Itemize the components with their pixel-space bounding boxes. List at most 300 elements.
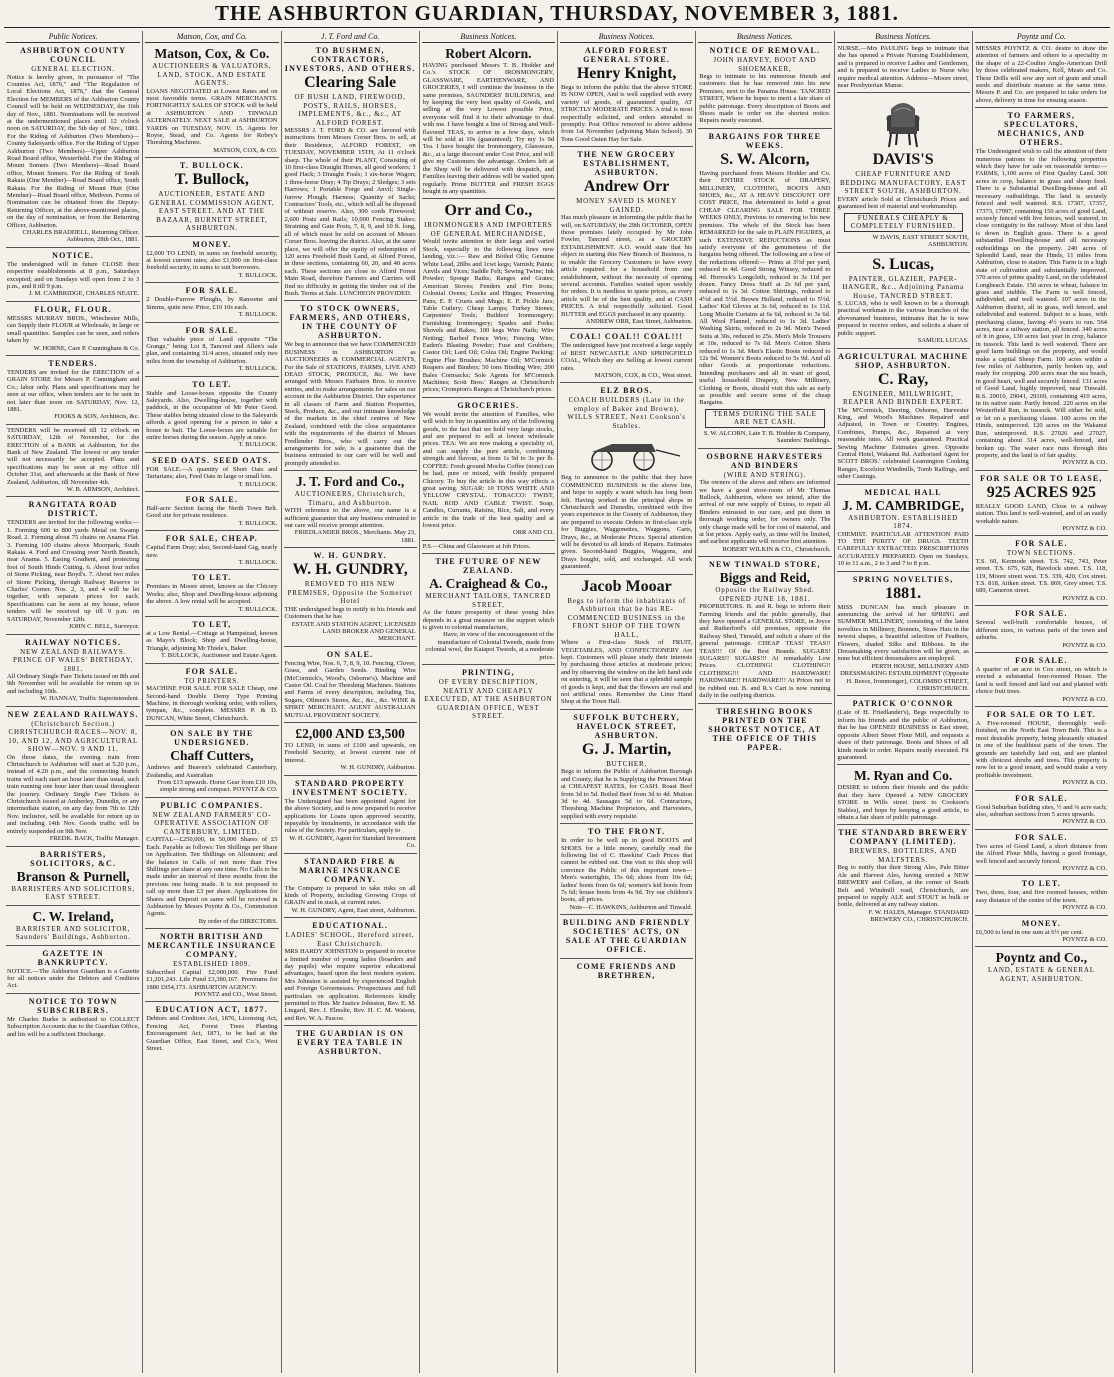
advertisement (6, 497, 140, 634)
ad-signature: POYNTZ & CO. (1062, 904, 1107, 912)
ad-body-text: Two acres of Good Land, a short distance from the Alford Flour Mills, having a good frontage, well fenced and securely fenced. (975, 842, 1107, 865)
ad-heading: COME FRIENDS AND BRETHREN, (576, 962, 677, 981)
ad-signature: W. H. GUNDRY, Ashburton. (340, 764, 416, 772)
ad-signature: W. H. GUNDRY, Agent, East street, Ashburton. (291, 906, 416, 914)
advertisement (145, 929, 278, 1002)
advertisement (560, 43, 693, 147)
ad-body-text: Having purchased from Messrs Hodder and Co. their ENTIRE STOCK of DRAPERY, MILLINERY, CLOTHING, BOOTS AND SHOES, &c., AT A HEAVY DISCOUNT OFF COST PRICE, Has determined to hold a great CHEAP CLEARING SALE FOR THREE WEEKS ONLY, Previous to removing to his new premises. The whole of the Stock has been REMARKED for the sale in PLAIN FIGURES, at such EXTENSIVE REDUCTIONS as must satisfy everyone of the genuineness of the bargains being offered. The following are a few of the reductions offered:— Prints at 3½d per yard, reduced to 4d. Good Strong Winsey, reduced to 4d. Horrock's Longcloth, reduced to 3s 11d per dozen. Fancy Dress Stuff at 2s 6d per yard, reduced to 1s 3d. Cotton Shirtings, reduced to 4½d and 5½d. Brown Holland, reduced to 5½d. Ladies' Kid Gloves at 3s 6d, reduced to 1s 11d. Long Muslin Curtains at 6s 6d, reduced to 3s 6d. All Wool Flannel, reduced to 1s 3d. Ladies' Washing Skirts, reduced to 2s 9d. Men's Tweed Suits at 30s, reduced to 25s. Men's Mole Trousers at 10s, reduced to 7s 6d. Men's Cotton Shirts reduced to 1s 3d. Men's Elastic Boots reduced to 12s 9d. Women's Boots reduced to 5s 9d. And all other Goods at proportionate reductions. Intending purchasers and all in want of good, useful household Drapery, New Millinery, Clothing or Boots, should visit this sale as early as possible and secure some of the cheap Bargains. (699, 169, 831, 407)
advertisement (837, 765, 970, 825)
advertisement (975, 653, 1108, 707)
ad-display-name: Henry Knight, (576, 65, 677, 82)
ad-body-text: NURSE.—Mrs PAULING begs to intimate that she has opened a Private Nursing Establishment, and is prepared to receive Ladies and Gentlemen, and is prepared to receive Ladies to Nurse who require medical attention. Address—Moore street, near Presbyterian Manse. (837, 45, 969, 90)
ad-heading: FOR SALE. (185, 666, 239, 676)
ad-subheading: REMOVED TO HIS NEW PREMISES, Opposite the Somerset Hotel (287, 580, 413, 606)
column-8 (972, 31, 1110, 1373)
ad-signature: W. B. ARMSON, Architect. (66, 486, 140, 493)
advertisement (422, 554, 555, 665)
ad-body-text: The Company is prepared to take risks on all kinds of Property, including Growing Crops of GRAIN and in stack, at current rates. (284, 884, 416, 907)
ad-body-text: 2 Double-Furrow Ploughs, by Ransome and Simms, quite new. Price, £10 10s each. (146, 296, 278, 311)
ad-subheading: LADIES' SCHOOL, Hereford street, East Christchurch. (285, 931, 415, 948)
ad-signature: MATSON, COX, & CO. (213, 146, 278, 154)
ad-heading: MONEY. (192, 239, 232, 249)
ad-heading: T. BULLOCK. (179, 161, 244, 171)
advertisement (560, 915, 693, 959)
ad-heading: FOR SALE. (1015, 539, 1068, 549)
ad-heading: NORTH BRITISH AND MERCANTILE INSURANCE COMPANY. (147, 932, 277, 960)
advertisement (145, 237, 278, 284)
ad-signature: FREDK. BACK, Traffic Manager. (49, 835, 140, 843)
ad-body-text: MRS HARDY JOHNSTON is prepared to receive a limited number of young ladies (boarders and day pupils) who require superior educational advantages, based upon the best modern system. Mrs Johnston is assisted by experienced English and Foreign Governesses. Prospectuses and full particulars on application. References kindly permitted to Hon. Mr Justice Johnston, Rev. E. M. Lingard, Rev. J. Elmslie, Rev. H. C. M. Watson, and Rev. W. A. Pascoe. (284, 948, 416, 1022)
advertisement (975, 606, 1108, 653)
column-5 (557, 31, 695, 1373)
ad-boxed-line: FUNERALS CHEAPLY & COMPLETELY FURNISHED. (844, 213, 963, 232)
ad-display-name: S. Lucas, (872, 255, 935, 273)
ad-heading: NOTICE. (52, 250, 95, 260)
advertisement (145, 492, 278, 531)
ad-heading: TO STOCK OWNERS, FARMERS, AND OTHERS, IN THE COUNTY OF ASHBURTON. (289, 304, 411, 341)
ad-display-name: A. Craighead & Co., (429, 576, 548, 592)
ad-heading: THE FUTURE OF NEW ZEALAND. (435, 557, 542, 576)
ad-signature: T. BULLOCK. (238, 480, 278, 488)
ad-heading: GROCERIES. (457, 400, 520, 410)
advertisement (145, 283, 278, 322)
ad-body-text: That valuable piece of Land opposite "The Grange," being Lot 8, Tancred and Allen's sale plan, and containing 31/4 acres, situated only two miles from the township of Ashburton. (146, 335, 278, 365)
advertisement (698, 557, 831, 703)
ad-body-text: Capital Farm Dray; also, Second-hand Gig, nearly new. (146, 544, 278, 559)
ad-body-text: A quarter of an acre in Cox street, on which is erected a substantial four-roomed House. The land is well fenced and laid out and planted with choice fruit trees. (975, 665, 1107, 696)
ad-body-text: CAPITAL—£250,000, in 50,000 Shares of £5 Each. Payable as follows: Ten Shillings per Share on Application. Ten Shillings on Allotment; and the balance in Calls of not more than Five Shillings per share at any one time. No Calls to be made under an interval of three months from the previous one being made. It is not proposed to call up more than £3 per share. Applications for Shares and Deposit on same will be received in Ashburton by Messrs Poyntz & Co., Commission Agents. (146, 836, 278, 918)
ad-subheading: BUTCHER, (606, 759, 648, 768)
advertisement (284, 918, 417, 1026)
ad-heading: FOR SALE OR TO LET. (986, 709, 1097, 719)
ad-heading: FOR SALE. (1015, 609, 1068, 619)
ad-heading: THE GUARDIAN IS ON EVERY TEA TABLE IN ASHBURTON. (296, 1029, 405, 1057)
ad-body-text: Where a First-class Stock of FRUIT, VEGETABLES, AND CONFECTIONERY Are kept. Customers will please study their interests by purchasing those articles at moderate prices; and by observing the window on the left hand side on entering, it will be seen that a splendid sample of goods is kept, and that the flowers are real and not artificial ones. Remember the Lime Hand Shop at the Town Hall. (561, 639, 693, 706)
advertisement (6, 248, 140, 302)
advertisement (698, 704, 831, 756)
ad-body-text: We beg to announce that we have COMMENCED BUSINESS in ASHBURTON as AUCTIONEERS & COMMERCIAL AGENTS, For the Sale of STATIONS, FARMS, LIVE AND DEAD STOCK, PRODUCE, &c. We have arranged with Messrs Fairbairn Bros. to receive entries, and to make arrangements for sales on our account in the Ashburton District. Our experience in all classes of Farm and Station Properties, Stock, Produce, &c., and our intimate knowledge of the markets in the chief centres of New Zealand, combined with the close acquaintance with the requirements of the district of Messrs Fredlender Bros., who will carry out the arrangements for sale, is a guarantee that the business entrusted to our care will be well and promptly attended to. (284, 341, 416, 467)
ad-subheading: AUCTIONEERS & VALUATORS, LAND, STOCK, AND ESTATE AGENTS. (152, 62, 272, 87)
ad-heading: GAZETTE IN BANKRUPTCY. (37, 948, 109, 967)
ad-signature: T. BULLOCK. (238, 365, 278, 373)
ad-body-text: Begs to inform the public that the above STORE IS NOW OPEN, And is well supplied with every variety of goods, of guaranteed quality, AT STRICTLY MODERATE PRICES. A trial is most respectfully solicited, and orders attended to promptly. Post Office removed to above address from 1st November (adjoining Main School). 30 Tons Good Oaten Hay for Sale. (561, 84, 693, 143)
ad-signature: ANDREW ORR, East Street, Ashburton. (585, 317, 693, 325)
advertisement (145, 158, 278, 237)
ad-display-name: 925 ACRES 925 (986, 483, 1097, 501)
advertisement (145, 617, 278, 664)
ad-display-name: Jacob Mooar (581, 577, 672, 595)
advertisement (837, 696, 970, 765)
ad-heading: OSBORNE HARVESTERS AND BINDERS (706, 451, 824, 470)
ad-heading: RAILWAY NOTICES. (25, 637, 122, 647)
ad-subheading: ESTABLISHED 1809. (173, 960, 251, 969)
advertisement (422, 665, 555, 724)
advertisement (975, 947, 1108, 986)
ad-subheading: NEW ZEALAND FARMERS' CO-OPERATIVE ASSOCIATION OF CANTERBURY, LIMITED. (152, 810, 272, 836)
advertisement (284, 301, 417, 471)
advertisement (6, 946, 140, 994)
advertisement (284, 854, 417, 919)
ad-body-text: MACHINE FOR SALE. FOR SALE Cheap, one Second-hand Double Demy Type Printing Machine, in thorough working order, with rollers, tympan, &c., complete. MESSRS P. & D. DUNCAN, White Street, Christchurch. (146, 685, 278, 722)
ad-body-text: The undersigned have just received a large supply of BEST NEWCASTLE AND SPRINGFIELD COAL, Which they are Selling at lowest current rates. (561, 342, 693, 372)
ad-body-text: LOANS NEGOTIATED at Lowest Rates and on most favorable terms. GRAIN MERCHANTS. FORTNIGHTLY SALES OF STOCK will be held at ASHBURTON AND TINWALD ALTERNATELY. NEXT SALE at ASHBURTON YARDS on TUESDAY, NOV. 15. Agents for Royse, Stead, and Co. Agents for Robey's Threshing Machines. (146, 87, 278, 147)
ad-body-text: MISS DUNCAN has much pleasure in announcing the arrival of her SPRING and SUMMER MILLINERY, consisting of the latest novelties in Millinery, Bonnets, Straw Hats in the newest shapes, a beautiful selection of Feathers, Flowers, shaded Silks and Ribbons. In the Dressmaking every satisfaction will be given, as none but efficient dressmakers are employed. (837, 603, 969, 663)
ad-heading: FOR SALE. (1015, 793, 1068, 803)
ad-heading: BARRISTERS, SOLICITORS, &C. (30, 849, 117, 868)
ad-heading: FOR SALE. (185, 325, 239, 335)
ad-heading: FOR SALE. (185, 495, 239, 504)
advertisement (6, 425, 140, 498)
ad-heading: EDUCATIONAL. (312, 921, 389, 931)
ad-heading: NOTICE TO TOWN SUBSCRIBERS. (28, 996, 118, 1015)
ad-signature: J. M. CAMBRIDGE, CHARLES NEATE. (28, 290, 140, 298)
ad-body-text: THE undersigned begs to notify to his friends and Customers that he has (284, 605, 416, 621)
column-3 (281, 31, 419, 1373)
ad-body-text: MESSRS J. T. FORD & CO. are favored with instructions from Messrs Corser Bros. to sell, at their Residence, ALFORD FOREST, on TUESDAY, NOVEMBER 15TH, At 11 o'clock sharp. The whole of their PLANT, Consisting of 10 first-class Draught Horses, all good workers; 1 good Hack; 3 Draught Foals; 1 six-horse Wagon; 1 three-horse Dray; 4 Tip Drays; 2 Sledges; 3 sets Harrows; 1 Portable Forge and Anvil; Single-furrow Plough; Harness; Quantity of Sacks; Contractors' Tools, etc., which will all be disposed of without reserve. Also, 300 cords Firewood; 2,600 Posts and Rails; 10,000 Fencing Stakes; Straining and Gate Posts, 7, 8, 9, and 10 ft. long, all of which must be sold on account of Messrs Corser Bros. leaving the district. Also, at the same place, we will offer the equity of redemption of 120 acres Freehold Bush Land, at Alford Forest, in three sections, containing 60, 20, and 40 acres each. These sections are close to Alford Forest Main Road, therefore Farmers and Carriers will find no difficulty in getting the timber out of the Bush. Terms at Sale. LUNCHEON PROVIDED. (284, 127, 416, 297)
ad-signature: POYNTZ & CO. (1062, 459, 1107, 467)
ad-heading: FOR SALE. (185, 286, 239, 296)
column-header: Poyntz and Co. (975, 31, 1108, 43)
ad-heading: TO LET, (192, 620, 232, 630)
advertisement (837, 253, 970, 349)
advertisement (145, 1002, 278, 1055)
ad-subheading: AUCTIONEERS, Christchurch, Timaru, and Ashburton. (294, 490, 406, 507)
ad-heading: FLOUR, FLOUR. (34, 304, 112, 314)
ad-body-text: Two, three, four, and five roomed houses, within easy distance of the centre of the town. (975, 889, 1107, 904)
ad-heading: SEED OATS. SEED OATS. (152, 455, 272, 465)
ad-subheading: (WIRE AND STRING). (723, 470, 806, 479)
ad-body-text: All Ordinary Single Fare Tickets issued on 8th and 9th November will be available for return up to and including 10th. (7, 673, 140, 695)
ad-signature: POYNTZ & CO. (1062, 594, 1107, 602)
ad-body-text: (Late of H. Friedlander's), Begs respectfully to inform his friends and the public of Ashburton, that he has OPENED BUSINESS in East street, opposite Albert Street Flour Mill, and requests a share of their patronage. Boots and Shoes of all kinds made to order. Repairs neatly executed. Fit guaranteed. (837, 709, 969, 761)
newspaper-title: THE ASHBURTON GUARDIAN, THURSDAY, NOVEMBER 3, 1881. (215, 1, 899, 25)
ad-body-text: Subscribed Capital £2,000,000. Fire Fund £1,201,243. Life Fund £3,380,167. Premiums for 1880 £954,173. ASHBURTON AGENCY: (146, 968, 278, 991)
ad-heading: BUILDING AND FRIENDLY SOCIETIES' ACTS, ON SALE AT THE GUARDIAN OFFICE. (562, 918, 691, 955)
advertisement (145, 377, 278, 453)
ad-heading: FOR SALE, CHEAP. (165, 534, 258, 544)
ad-signature: T. BULLOCK. (238, 605, 278, 613)
ad-display-name: J. M. CAMBRIDGE, (842, 497, 965, 513)
ad-heading: MONEY. (1021, 918, 1061, 928)
ad-subheading: BARRISTER AND SOLICITOR, Saunders' Buildings, Ashburton. (15, 924, 131, 941)
advertisement (6, 302, 140, 356)
ad-signature: JOHN C. BELL, Surveyor. (68, 623, 140, 631)
advertisement (837, 825, 970, 926)
advertisement (837, 349, 970, 485)
ad-body-text: HAVING purchased Messrs T. B. Hodder and Co.'s STOCK OF IRONMONGERY, GLASSWARE, EARTHENWARE, AND GROCERIES, I will continue the business in the same premises, SAUNDERS' BUILDINGS, and by keeping the very best quality of Goods, and selling at the very Lowest possible Price, everyone will find it to their advantage to deal with me. I have bought a line of Strong and Well-flavored TEAS, to arrive in a few days, which will be sold at 10s (guaranteed). Try my 1s 9d Tea. I have bought the Ironmongery, Glassware, &c., at a large discount under Cost Price, and will give my Customers the advantage. Orders left at the Shop will be delivered with despatch, and Families leaving their address will be waited upon regularly. Prime BUTTER and FRESH EGGS bought in any quantities. (422, 62, 554, 195)
ad-subheading: OF BUSH LAND, FIREWOOD, POSTS, RAILS, HORSES, IMPLEMENTS, &c., &c., AT ALFORD FOREST. (294, 93, 406, 127)
ad-signature: POYNTZ and CO., West Street. (194, 990, 278, 998)
ad-heading: FOR SALE OR TO LEASE, (980, 473, 1103, 483)
ad-display-name: Andrew Orr (583, 178, 670, 196)
ad-heading: AGRICULTURAL MACHINE SHOP, ASHBURTON. (838, 351, 969, 370)
ad-body-text: The Undersigned has been appointed Agent for the above Society, and is now prepared to receive applications for Loans upon approved security, repayable by instalments, in accordance with the rules of the Society. For particulars, apply to (284, 797, 416, 835)
ad-body-text: CHEMIST. PARTICULAR ATTENTION PAID TO THE PURITY OF DRUGS. TEETH CAREFULLY EXTRACTED. PRESCRIPTIONS ACCURATELY PREPARED. Open on Sundays, 10 to 11 a.m., 2 to 3 and 7 to 8 p.m. (837, 530, 969, 568)
ad-body-text: REALLY GOOD LAND, Close to a railway station. This land is well-watered, and of an easily workable nature. (975, 502, 1107, 525)
ad-body-text: Fencing Wire, Nos. 6, 7, 8, 9, 10. Fencing, Clover, Grass, and Garden Seeds. Binding Wire (McCormick's, Wood's, Osborne's). Machine and Castor Oil. Coal for Threshing Machines. Stations and Farms of every description, including Tea, Sugars, Oilmen's Stores, &c., &c., &c. WINE & SPIRIT MERCHANT. AGENT AUSTRALIAN MUTUAL PROVIDENT SOCIETY. (284, 659, 416, 719)
ad-heading: THE STANDARD BREWERY COMPANY (LIMITED). (838, 828, 969, 847)
ad-subheading: MONEY SAVED IS MONEY GAINED. (576, 197, 678, 214)
ad-body-text: Begs to inform the Public of Ashburton Borough and County, that he is Supplying the Primest Meat at CHEAPEST RATES, for CASH. Roast Beef from 3d to 5d. Boiled Beef from 3d to 4d. Mutton 3d to 4d. Sausages 5d to 6d. Contractors, Threshing Machine Proprietors, and Harvesters, supplied with every requisite. (561, 768, 693, 820)
ad-signature: ROBERT WILKIN & CO., Christchurch. (722, 545, 831, 553)
ad-body-text: Would invite attention to their large and varied Stock, especially to the following lines now landing, viz.:— Raw and Boiled Oils; Genuine White Lead, 28lbs and 1cwt kegs; Varnish; Paints; Anvils and Vices; Saddle Felt; Sewing Twine; Ink Powder; Sponge Baths; Ranges and Grates; American Stoves; Fenders and Fire Irons; Colonial Ovens; Locks and Hinges; Preserving Pans; E. P. Cruets and Mugs; E. P. Pickle Jars; Table Cutlery; Cheap Lamps; Turkey Stones; Carpenters' Tools; Builders' Ironmongery; Furnishing Ironmongery; Spades and Forks; Shovels and Rakes; 100 kegs Wire Nails; Wire Netting; Barbed Fence Wire; Fencing Wire; Eaden's Blasting Powder; Fuse and Grubbers; Castor Oil; Lard Oil; Colza Oil; Engine Packing; Engine Flue Brushes; Machine Oil; M'Cormick Reapers and Binders; 50 tons Binding Wire; 200 Bales Cornsacks; Sole Agents for M'Cormick Machines; Scott Bros.' Ranges at Christchurch prices; Crompton's Ranges at Christchurch prices. (422, 238, 554, 394)
ad-signature: Note—C. HAWKINS, Ashburton and Tinwald. (569, 903, 693, 911)
ad-heading: FOR SALE. (1015, 655, 1068, 665)
ad-subheading: AUCTIONEER, ESTATE AND GENERAL COMMISSION AGENT, EAST STREET, AND AT THE BAZAAR, BURNETT STREET, ASHBURTON. (149, 190, 275, 233)
ad-display-name: Robert Alcorn. (445, 46, 532, 61)
advertisement (560, 710, 693, 824)
ad-body-text: FOR SALE.—A quantity of Short Oats and Tartarians; also, Feed Oats in large or small lots. (146, 465, 278, 481)
ad-subheading: GENERAL ELECTION. (31, 65, 115, 73)
ad-signature: POYNTZ & CO. (1062, 641, 1107, 649)
ad-body-text: A Five-roomed HOUSE, thoroughly well-finished, on the North East Town Belt. This is a most desirable property, being pleasantly situated in one of the healthiest parts of the town. The grounds are tastefully laid out, and are planted with choicest shrubs and trees. This property is now let to a good tenant, and would make a very profitable investment. (975, 719, 1107, 779)
buggy-engraving-icon (572, 432, 682, 472)
ad-display-name: DAVIS'S (872, 151, 934, 169)
ad-body-text: Half-acre Section facing the North Town Belt. Good site for private residence. (146, 505, 278, 520)
advertisement (145, 570, 278, 617)
ad-display-name: C. Ray, (878, 370, 929, 388)
ad-heading: ELZ BROS. (600, 386, 653, 396)
ad-signature: T. BULLOCK. (238, 519, 278, 527)
advertisement (145, 531, 278, 570)
ad-body-text: S. LUCAS, who is well known to be a thorough practical workman in the various branches of the abovenamed business, intimates that he is now prepared to receive orders, and solicits a share of public support. (837, 300, 969, 337)
advertisement (422, 43, 555, 199)
ad-heading: TO BUSHMEN, CONTRACTORS, INVESTORS, AND OTHERS. (284, 46, 416, 73)
ad-body-text: P.S.—China and Glassware at Job Prices. (422, 542, 531, 550)
advertisement (837, 93, 970, 252)
ad-body-text: Andrews and Beaven's celebrated Canterbury, Zealandia, and Australian (146, 764, 278, 779)
ad-body-text: Beg to notify that their Strong Ales, Pale Bitter Ale and Harvest Ales, having erected a NEW BREWERY and Cellars, at the corner of South Belt and Windmill road, Christchurch, are prepared to supply ALE and STOUT in bulk or bottle, delivered at any railway station. (837, 864, 969, 909)
column-header: Business Notices. (837, 31, 970, 43)
ad-body-text: The Undersigned wish to call the attention of their numerous patrons to the following properties which they have for sale on reasonable terms:— FARMS, 1,100 acres of First Quality Land. 300 acres in crop, balance in grass and sheep feed. There is a Substantial Dwelling-house and all necessary outbuildings. The land is securely fenced and well watered. R.S. 17307, 17357, 17373, 17997, containing 150 acres of good Land, securely fenced with live fences, well watered, in close contiguity to the railway. Most of this land is down in English grass. There is a good substantial Dwelling-house and all necessary outbuildings on the property. 240 acres of Splendid Land, near the Hinds, 11 miles from Ashburton, close to station. This Farm is in a high state of cultivation and substantially improved. 370 acres of prime quality Land, on the celebrated Longbeach Estate. 150 acres in wheat, balance in grass and stubble. The Farm is well fenced, subdivided, and well watered. 107 acres in the Ashburton district, all in grass, well fenced, and subdivided and watered. Subject to a lease, with purchasing clause, having 4½ years to run. 564 acres, near a railway station, all fenced. 340 acres of it in grass, 130 acres last year in crop, balance in tussock. This land is well watered. There are good farm buildings on the property, and would make a capital Sheep Farm. 100 acres within a few miles of Ashburton, partly broken up, and ready for cropping. 200 acres near the sea beach, in good heart, well and securely fenced. 131 acres of Good Land, highly improved, near Tinwald. R.S. 29010, 29041, 29169, containing 410 acres, in its native state. Partly fenced. 220 acres on the Westerfield Run, in tussock. Will either be sold, or let on a purchasing clause. 100 acres on the Hinds, unimproved. 120 acres on the Wakanui Run, unimproved. R.S. 27026 and 27027, containing about 314 acres, well-fenced, and broken up. The water race runs through this property, and the land is of fair quality. (975, 148, 1107, 459)
ad-body-text: Beg to announce to the public that they have COMMENCED BUSINESS in the above line, and hope to supply a want which has long been felt. Having worked in the principal shops in Christchurch and Dunedin, combined with five years experience in the County of Ashburton, they are prepared to execute Orders in first-class style for Buggies, Waggonettes, Waggons, Carts, Drays, &c., at Moderate Prices. Special attention will be devoted to all kinds of Repairs. Estimates given. Second-hand Buggies, Waggons, and Drays bought, sold, and exchanged. All work guaranteed. (561, 474, 693, 571)
ad-subheading: PAINTER, GLAZIER, PAPER-HANGER, &c., Adjoining Panama House, TANCRED STREET. (842, 274, 964, 300)
column-header: Business Notices. (698, 31, 831, 43)
ad-heading: SPRING NOVELTIES, (852, 574, 954, 584)
ad-subheading: CHEAP FURNITURE AND BEDDING MANUFACTORY, EAST STREET SOUTH, ASHBURTON. (839, 170, 967, 196)
advertisement (284, 723, 417, 776)
advertisement (422, 199, 555, 398)
ad-display-name: £2,000 AND £3,500 (295, 726, 405, 742)
ad-heading: ASHBURTON COUNTY COUNCIL (20, 46, 127, 64)
ad-body-text: Premises in Moore street, known as the Chicory Works; also, Shop and Dwelling-house adjoining the above. A low rental will be accepted. (146, 583, 278, 606)
ad-signature: ESTATE AND STATION AGENT, LICENSED LAND BROKER AND GENERAL MERCHANT. (291, 620, 416, 643)
column-4 (419, 31, 557, 1373)
ad-body-text: TENDERS are invited for the following works:— 1. Forming 600 to 800 yards Metal on Swamp Road. 2. Forming about 75 chains on Anama Flat. 3. Forming 100 chains above Moorpark, South Rakaia. 4. Ford and Crossing over North Branch, near Anama. 5. Easing Gradient, and protecting foot of South Hinds Cutting. 6. About four miles of Stone Picking, near Boyd's. 7. About two miles of Stone Picking, through Railway Reserve to Charles' Corner. Nos. 2, 3, and 4 will be let together, with separate prices for each. Specifications can be seen at my house, where tenders will be received up till 9 p.m. on SATURDAY, November 12th. (7, 519, 140, 623)
advertisement (284, 776, 417, 854)
ad-body-text: £2,000 TO LEND, in sums on freehold security, at lowest current rates; also £1,000 on first-class freehold security, in sums to suit borrowers. (146, 249, 278, 272)
ad-subheading: ASHBURTON. ESTABLISHED 1874. (848, 513, 959, 531)
advertisement (975, 43, 1108, 108)
advertisement (145, 726, 278, 798)
ad-signature: W. HORNE, Care P. Cunningham & Co. (33, 344, 140, 352)
ad-display-name: Branson & Purnell, (16, 868, 130, 884)
advertisement (6, 635, 140, 707)
column-2 (142, 31, 280, 1373)
advertisement (422, 398, 555, 541)
advertisement (837, 572, 970, 697)
ad-signature: T. BULLOCK. (238, 441, 278, 449)
advertisement (284, 1026, 417, 1060)
ad-body-text: MESSRS POYNTZ & CO. desire to draw the attention of farmers and others to a speciality in the shape of a 22-Coulter Anglo-American Drill by those celebrated makers, Kell, Meats and Co. These Drills will sow any sort of grain and small seeds and distribute manure at the same time. Messrs P. and Co. are prepared to take orders for above, delivery in time for ensuing season. (975, 45, 1107, 104)
ad-display-name: S. W. Alcorn, (720, 150, 810, 168)
column-1 (4, 31, 142, 1373)
advertisement (145, 798, 278, 929)
advertisement (560, 824, 693, 915)
ad-heading: ALFORD FOREST GENERAL STORE. (583, 46, 671, 64)
ad-heading: W. H. GUNDRY. (313, 551, 387, 561)
ad-body-text: Several well-built comfortable houses, of different sizes, in various parts of the town and suburbs. (975, 619, 1107, 642)
ad-signature: Have, in view of the encouragement of the manufacture of Colonial Tweeds, made from colonial wool, the Kaiapoi Tweeds, at a moderate price. (425, 631, 554, 661)
column-header: Public Notices. (6, 31, 140, 43)
ad-subheading: LAND, ESTATE & GENERAL AGENT, ASHBURTON. (987, 966, 1095, 983)
advertisement (6, 994, 140, 1041)
ad-subheading: Begs to inform the inhabitants of Ashburton that he has RE-COMMENCED BUSINESS in the FRONT SHOP OF THE TOWN HALL, (567, 596, 686, 639)
ad-signature: POYNTZ & CO. (1062, 936, 1107, 944)
ad-body-text: The owners of the above and others are informed we have a good store-room of Mr Thomas Bullock, Ashburton, where we intend, after the arrival of our new supply of Extras, to repair all Binders entrusted to our care, and put them in thorough working order, for owners only. The only charge made will be for cost of material, and at list prices. Apply early, as time will be limited, and earliest applicants will receive first attention. (699, 479, 831, 546)
ad-display-name: Poyntz and Co., (995, 950, 1088, 966)
ad-body-text: The M'Cormick, Deering, Osborne, Harvester King, and Wood's Machines Repaired and Adjusted, in Town or Country. Engines, Combines, Pumps, &c., Repaired at very reasonable rates. All work guaranteed. Practical Sewing Machine Estimates given. Opposite Central Hotel, Wakanui Rd. Authorised Agent for SCOTT BROS.' celebrated Leamington Cooking Ranges, Excelsior Windmills, Tomb Railings, and other Castings. (837, 406, 969, 481)
ad-heading: THE NEW GROCERY ESTABLISHMENT, ASHBURTON. (577, 150, 676, 178)
ad-body-text: The undersigned will in future CLOSE their respective establishments at 8 p.m., Saturdays excepted; and on Sundays will open from 2 to 3 p.m., and 8 till 9 p.m. (7, 260, 140, 291)
advertisement (837, 485, 970, 572)
ad-signature: T. BULLOCK. (238, 311, 278, 319)
column-header: J. T. Ford and Co. (284, 31, 417, 43)
advertisement (698, 129, 831, 449)
ad-heading: TO LET. (192, 573, 232, 583)
ad-heading: NEW TINWALD STORE, (709, 560, 821, 570)
advertisement (975, 536, 1108, 606)
ad-display-name: M. Ryan and Co. (854, 768, 953, 784)
advertisement (284, 471, 417, 548)
ad-signature: PERTH HOUSE, MILLINERY AND DRESSMAKING ESTABLISHMENT (Opposite H. Reece, Ironmonger), COLOMBO STREET, CHRISTCHURCH. (840, 662, 969, 693)
advertisement (975, 108, 1108, 470)
ad-signature: T. BULLOCK. (238, 559, 278, 567)
advertisement (422, 541, 555, 554)
ad-heading: FOR SALE. (1015, 832, 1068, 842)
ad-body-text: On those dates, the evening train from Christchurch to Ashburton will start at 5.20 p.m., instead of 4.20 p.m., and the connecting branch trains will each start an hour later than usual, such train running one hour later than usual throughout the journey. Ordinary Single Fare Tickets to Christchurch issued at Amberley, Dunedin, or any intermediate station, on any day from 7th to 12th Nov. inclusive, will be available for return up to and including 14th Nov. Goods traffic will be entirely suspended on 9th Nov. (7, 753, 140, 835)
column-header: Business Notices. (422, 31, 555, 43)
advertisement (560, 329, 693, 383)
advertisement (560, 147, 693, 329)
ad-heading: COAL! COAL!! COAL!!! (569, 332, 684, 342)
ad-body-text: Notice is hereby given, in pursuance of "The Counties Act, 1876," and "The Regulation of Local Elections Act, 1876," that the General Election for MEMBERS of the Ashburton County Council will be held on WEDNESDAY, the 16th day of Nov., 1881. Nominations will be received at the undermentioned places until 12 o'clock noon on SATURDAY, the 5th day of Nov., 1881. For the Riding of Ashburton (Two Members)—County Salesyards office. For the Riding of Upper Ashburton (Two Members)—Upper Ashburton Road Board office, Westerfield. For the Riding of Mount Somers (Two Members)—Road Board office, Mount Somers. For the Riding of South Rakaia (One Member)—Road Board office, South Rakaia. For the Riding of Mount Hutt (One Member)—Road Board office, Methven. Forms of Nomination can be obtained from the Deputy-Returning Officer, at the above-mentioned places, on the day of nomination, or from the Returning Officer, Ashburton. (7, 73, 140, 229)
ad-body-text: Begs to intimate to his numerous friends and customers that he has removed into his new Premises, next to the Panama House. TANCRED STREET, Where he hopes to merit a fair share of public patronage. Every description of Boots and Shoes made to order on the shortest notice. Repairs neatly executed. (699, 73, 831, 125)
ad-body-text: £6,500 to lend in one sum at 6½ per cent. (975, 928, 1084, 936)
ad-subheading: BARRISTERS AND SOLICITORS, EAST STREET. (11, 884, 135, 901)
ad-heading: PUBLIC COMPANIES. (160, 800, 264, 810)
ad-signature: T. BULLOCK. (238, 271, 278, 279)
ad-body-text: NOTICE.—The Ashburton Guardian is a Gazette for all notices under the Debtors and Creditors Act. (7, 967, 140, 990)
ad-heading: ON SALE. (326, 649, 374, 659)
advertisement (6, 707, 140, 847)
ad-signature: F. W. HALES, Manager. STANDARD BREWERY CO., CHRISTCHURCH. (868, 908, 969, 924)
ad-subheading: COACH BUILDERS (Late in the employ of Baker and Brown), WILLS STREET, Next Cookson's Stables. (567, 396, 686, 430)
ad-signature: S. W. ALCORN, Late T. B. Hodder & Company, Saunders' Buildings. (703, 429, 831, 445)
advertisement (145, 453, 278, 492)
ad-display-name: G. J. Martin, (581, 740, 672, 758)
ad-body-text: TENDERS will be received till 12 o'clock on SATURDAY, 12th of November, for the ERECTION of a BANK at Ashburton, for the Bank of New Zealand. The lowest or any tender will not necessarily be accepted. Plans and specifications may be seen at my office till October 31st, and afterwards at the Bank of New Zealand, Ashburton, till November 4th. (7, 426, 140, 486)
advertisement (6, 356, 140, 425)
advertisement (560, 383, 693, 574)
ad-subheading: JOHN HARVEY, BOOT AND SHOEMAKER, (713, 56, 817, 73)
advertisement (6, 43, 140, 248)
ad-signature: FRIEDLANDER BROS., Merchants. May 23, 1881. (294, 529, 416, 544)
ad-heading: THRESHING BOOKS PRINTED ON THE SHORTEST NOTICE, AT THE OFFICE OF THIS PAPER. (708, 706, 822, 752)
ad-heading: ON SALE BY THE UNDERSIGNED. (170, 729, 254, 748)
ad-signature: ORR AND CO. (513, 529, 554, 537)
ad-subheading: TOWN SECTIONS. (1006, 549, 1076, 558)
advertisement (975, 471, 1108, 537)
ad-heading: EDUCATION ACT, 1877. (155, 1005, 268, 1015)
ad-signature: POYNTZ & CO. (1062, 818, 1107, 826)
ad-heading: NEW ZEALAND RAILWAYS. (7, 709, 139, 719)
ad-body-text: We would invite the attention of Families, who will wish to buy in quantities any of the following goods, to the fact that we hold very large stocks, and are prepared to sell at lowest wholesale prices. TEA: We are now making a speciality of, and can supply the pure article, combining strength and flavour, at from 1s 9d to 3s per lb. COFFEE: Fresh ground Mocha Coffee (none) can be had, pure or mixed, with freshly prepared Chicory. To buy the article in this way effects a great saving. SUGAR: 10 TONS WHITE AND YELLOW CRYSTAL. TOBACCO: TWIST, NAIL ROD AND CABLE TWIST. Soap, Candles, Currants, Raisins, Rice, Salt, and every article in the trade of the best quality and at lowest price. (422, 410, 554, 529)
ad-body-text: TO LEND, in sums of £100 and upwards, on Freehold Security, at lowest current rate of interest. (284, 742, 416, 764)
ad-subheading: Opposite the Railway Shed. OPENED JUNE 18, 1881. (715, 586, 815, 603)
ad-body-text: As the future prosperity of these young Isles depends in a great measure on the support which is given to colonial manufacture, (422, 609, 554, 631)
advertisement (698, 449, 831, 558)
ad-body-text: Has much pleasure in informing the public that he will, on SATURDAY, the 29th OCTOBER, OPEN those premises lately occupied by Mr John Fowler, Tancred street, as a GROCERY ESTABLISHMENT. A.O. would state that his object in starting this New Branch of Business, is to enable the Grocery Customers to have every article required for a household from one establishment, without the necessity of opening several accounts. Families waited upon weekly for orders. It is needless to quote prices, as every article will be of the best quality, and at CASH PRICES. A trial respectfully solicited. Good BUTTER and EGGS purchased in any quantity. (561, 214, 693, 318)
ad-heading: PRINTING, (461, 668, 515, 677)
ad-heading: BARGAINS FOR THREE WEEKS. (708, 131, 822, 150)
ad-body-text: Mr Charles Burke is authorised to COLLECT Subscription Accounts due to the Guardian Office, and his will be a sufficient Discharge. (7, 1015, 140, 1038)
advertisement (145, 43, 278, 158)
ad-heading: STANDARD FIRE & MARINE INSURANCE COMPANY. (299, 856, 402, 884)
ad-signature: T. BULLOCK, Auctioneer and Estate Agent. (161, 652, 278, 660)
ad-signature: MATSON, COX, & CO., West street. (594, 371, 693, 379)
advertisement (284, 43, 417, 301)
ad-signature: W. H. GUNDRY, Agent for Standard Investment Co. (289, 834, 416, 850)
advertisement (560, 959, 693, 984)
ad-body-text: MESSRS MURRAY BROS., Winchester Mills, can Supply their FLOUR at Wholesale, in large or small quantities. Samples can be seen, and orders taken by (7, 314, 140, 345)
masthead (0, 0, 1114, 30)
ad-body-text: PROPRIETORS. B. and R. begs to inform their Farming friends and the public generally, that they have opened a GENERAL STORE, in Joyce and Rutherford's old premises, opposite the Railway Shed, Tinwald, and solicit a share of the general patronage. CHEAP TEAS! TEAS!! TEAS!!! Of the Best Brands. SUGARS! SUGARS!! SUGARS!!! At remarkably Low Prices. CLOTHING! CLOTHING!! CLOTHING!!! AND HARDWARE! HARDWARE!! HARDWARE!!! At Prices not to be rubbed out. B. and R.'s Cart is now running daily in the outlying districts. (699, 603, 831, 700)
ad-body-text: EVERY article Sold at Christchurch Prices and guaranteed best of material and workmanship. (837, 195, 969, 211)
ad-display-name: Biggs and Reid, (719, 570, 811, 586)
advertisement (837, 43, 970, 93)
armchair-engraving-icon (881, 97, 925, 149)
ad-display-name: Clearing Sale (304, 74, 397, 91)
column-7 (834, 31, 972, 1373)
advertisement (145, 664, 278, 727)
ad-body-text: TENDERS are invited for the ERECTION of a GRAIN STORE for Messrs P. Cunningham and Co.; labor only. Plans and specifications may be seen at our office, when tenders are to be sent in not later than noon on SATURDAY, Nov. 12, 1881. (7, 368, 140, 413)
column-header: Matson, Cox, and Co. (145, 31, 278, 43)
ad-display-name: Orr and Co., (444, 202, 533, 220)
ad-display-name: Matson, Cox, & Co. (154, 46, 270, 61)
ad-body-text: at a Low Rental.—Cottage at Hampstead, known as Mayo's Block; Shop and Dwelling-house, Triangle, adjoining Mr Thiele's, Baker. (146, 630, 278, 652)
ad-heading: MEDICAL HALL (864, 487, 942, 497)
ad-display-name: C. W. Ireland, (32, 908, 114, 924)
ad-heading: RANGITATA ROAD DISTRICT. (28, 500, 118, 519)
advertisement (975, 791, 1108, 830)
ad-display-name: J. T. Ford and Co., (295, 474, 405, 490)
ad-signature: W DAVIS, EAST STREET SOUTH, ASHBURTON. (872, 233, 969, 249)
ad-heading: STANDARD PROPERTY INVESTMENT SOCIETY. (292, 778, 408, 797)
ad-subheading: TO PRINTERS. (184, 676, 240, 685)
ad-display-name: Chaff Cutters, (170, 748, 254, 764)
ad-body-text: T.S. 60, Kermode street. T.S. 742, 743, Peter street. T.S. 675, 628, Havelock street. T.S. 118, 119, Moore street west. T.S. 339, 420, Cox street. T.S. 818, Aitken street. T.S. 869, Grey street. T.S. 689, Cameron street. (975, 557, 1107, 595)
newspaper-columns (4, 31, 1110, 1373)
ad-signature: By order of the DIRECTORS. (198, 917, 278, 925)
ad-heading: TENDERS. (48, 358, 98, 368)
advertisement (975, 916, 1108, 948)
column-6 (695, 31, 833, 1373)
advertisement (145, 323, 278, 377)
ad-display-name: T. Bullock, (174, 171, 249, 189)
ad-subheading: IRONMONGERS AND IMPORTERS OF GENERAL MERCHANDISE, (424, 221, 553, 238)
ad-heading: TO LET. (1021, 879, 1061, 889)
